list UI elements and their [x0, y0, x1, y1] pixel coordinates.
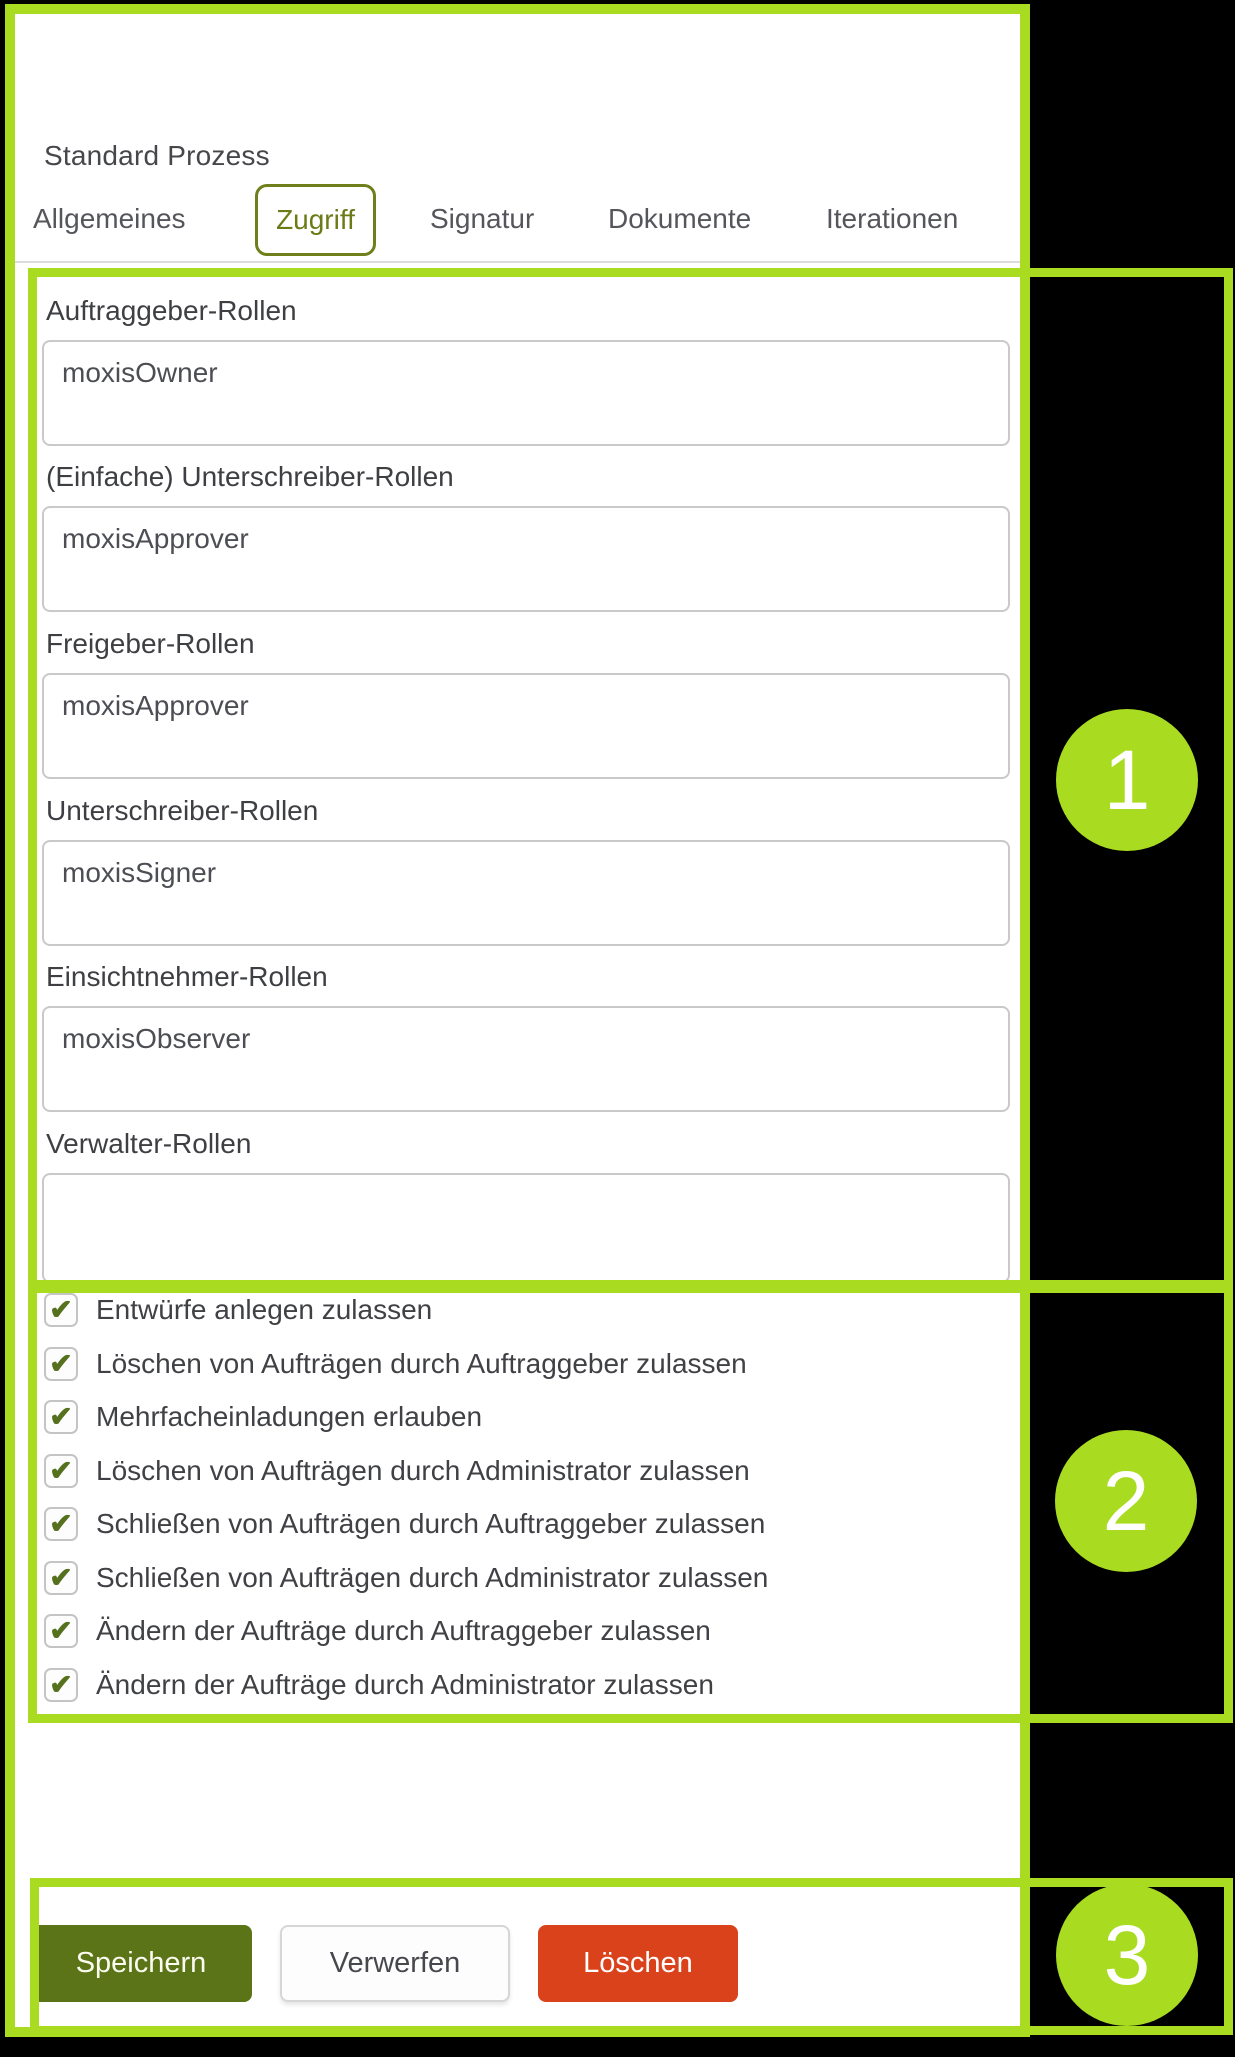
permission-row-entwuerfe-anlegen[interactable] — [44, 1293, 432, 1327]
field-label-einfache-unterschreiber-rollen: (Einfache) Unterschreiber-Rollen — [46, 461, 454, 492]
field-label-unterschreiber-rollen: Unterschreiber-Rollen — [46, 795, 319, 826]
field-label-verwalter-rollen: Verwalter-Rollen — [46, 1128, 252, 1159]
permission-label: Ändern der Aufträge durch Auftraggeber zulassen — [96, 1615, 711, 1646]
tab-divider — [14, 261, 1023, 263]
checkbox-checked[interactable]: ✔ — [44, 1561, 78, 1595]
permission-label: Löschen von Aufträgen durch Administrator zulassen — [96, 1455, 750, 1486]
permission-row-loeschen-administrator[interactable] — [44, 1454, 750, 1488]
tab-allgemeines[interactable]: Allgemeines — [33, 203, 186, 234]
tab-zugriff[interactable]: Zugriff — [255, 184, 376, 256]
permission-row-aendern-auftraggeber[interactable] — [44, 1614, 711, 1648]
checkbox-checked[interactable]: ✔ — [44, 1614, 78, 1648]
field-label-einsichtnehmer-rollen: Einsichtnehmer-Rollen — [46, 961, 328, 992]
field-label-auftraggeber-rollen: Auftraggeber-Rollen — [46, 295, 297, 326]
permission-row-mehrfacheinladungen[interactable] — [44, 1400, 482, 1434]
tab-iterationen[interactable]: Iterationen — [826, 203, 959, 234]
page-title: Standard Prozess — [44, 140, 270, 171]
permission-label: Löschen von Aufträgen durch Auftraggeber zulassen — [96, 1348, 747, 1379]
permission-row-schliessen-auftraggeber[interactable] — [44, 1507, 765, 1541]
permission-label: Schließen von Aufträgen durch Auftraggeber zulassen — [96, 1508, 766, 1539]
auftraggeber-rollen-input[interactable]: moxisOwner — [42, 340, 1010, 446]
checkbox-checked[interactable]: ✔ — [44, 1507, 78, 1541]
delete-button[interactable]: Löschen — [538, 1925, 738, 2002]
verwalter-rollen-input[interactable] — [42, 1173, 1010, 1283]
permission-row-loeschen-auftraggeber[interactable] — [44, 1347, 747, 1381]
einsichtnehmer-rollen-input[interactable]: moxisObserver — [42, 1006, 1010, 1112]
permission-label: Entwürfe anlegen zulassen — [96, 1294, 433, 1325]
einfache-unterschreiber-rollen-input[interactable]: moxisApprover — [42, 506, 1010, 612]
freigeber-rollen-input[interactable]: moxisApprover — [42, 673, 1010, 779]
tab-signatur[interactable]: Signatur — [430, 203, 535, 234]
annotation-badge-2: 2 — [1055, 1430, 1197, 1572]
save-button[interactable]: Speichern — [30, 1925, 252, 2002]
annotation-badge-3: 3 — [1056, 1884, 1198, 2026]
tab-dokumente[interactable]: Dokumente — [608, 203, 752, 234]
permission-label: Schließen von Aufträgen durch Administrator zulassen — [96, 1562, 769, 1593]
checkbox-checked[interactable]: ✔ — [44, 1668, 78, 1702]
discard-button[interactable]: Verwerfen — [280, 1925, 510, 2002]
permission-label: Ändern der Aufträge durch Administrator zulassen — [96, 1669, 714, 1700]
checkbox-checked[interactable]: ✔ — [44, 1293, 78, 1327]
permission-label: Mehrfacheinladungen erlauben — [96, 1401, 483, 1432]
checkbox-checked[interactable]: ✔ — [44, 1454, 78, 1488]
checkbox-checked[interactable]: ✔ — [44, 1347, 78, 1381]
permission-row-aendern-administrator[interactable] — [44, 1668, 714, 1702]
field-label-freigeber-rollen: Freigeber-Rollen — [46, 628, 255, 659]
unterschreiber-rollen-input[interactable]: moxisSigner — [42, 840, 1010, 946]
checkbox-checked[interactable]: ✔ — [44, 1400, 78, 1434]
annotation-badge-1: 1 — [1056, 709, 1198, 851]
permission-row-schliessen-administrator[interactable] — [44, 1561, 768, 1595]
